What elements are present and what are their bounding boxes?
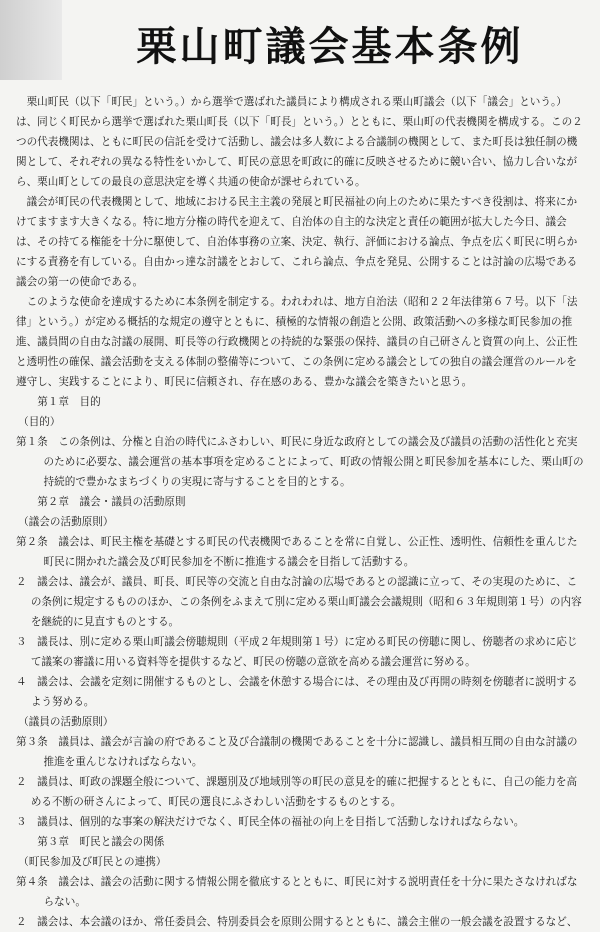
- article-4: 第４条 議会は、議会の活動に関する情報公開を徹底するとともに、町民に対する説明責任を十分に果たさなければならない。: [16, 876, 578, 908]
- article-2: 第２条 議会は、町民主権を基礎とする町民の代表機関であることを常に自覚し、公正性、透明性、信頼性を重んじた町民に開かれた議会及び町民参加を不断に推進する議会を目指して活動する。: [16, 536, 578, 568]
- article-caption: （議員の活動原則）: [18, 716, 114, 728]
- document-title: 栗山町議会基本条例: [136, 23, 524, 70]
- article-3-paragraph-3: ３ 議員は、個別的な事案の解決だけでなく、町民全体の福祉の向上を目指して活動しなければならない。: [16, 816, 525, 828]
- preamble-paragraph-1: 栗山町民（以下「町民」という。）から選挙で選ばれた議員により構成される栗山町議会（以下「議会」という。）は、同じく町民から選挙で選ばれた栗山町長（以下「町長」という。）とともに、栗山町の代表機関を構成する。この２つの代表機関は、ともに町民の信託を受けて活動し、議会は多人数による合議制の機関として、また町長は独任制の機関として、それぞれの異なる特性をいかして、町民の意思を町政に的確に反映させるために競い合い、協力し合いながら、栗山町としての最良の意思決定を導く共通の使命が課せられている。: [16, 96, 583, 188]
- chapter-2-heading: 第２章 議会・議員の活動原則: [37, 496, 186, 508]
- document-body: [16, 92, 586, 932]
- article-3: 第３条 議員は、議会が言論の府であること及び合議制の機関であることを十分に認識し、議員相互間の自由な討議の推進を重んじなければならない。: [16, 736, 578, 768]
- article-3-paragraph-2: ２ 議員は、町政の課題全般について、課題別及び地域別等の町民の意見を的確に把握するとともに、自己の能力を高める不断の研さんによって、町民の選良にふさわしい活動をするものとする。: [16, 776, 578, 808]
- article-caption: （町民参加及び町民との連携）: [18, 856, 167, 868]
- article-caption: （目的）: [18, 416, 61, 428]
- title-bar: [70, 6, 590, 80]
- chapter-1-heading: 第１章 目的: [37, 396, 101, 408]
- chapter-3-heading: 第３章 町民と議会の関係: [37, 836, 165, 848]
- preamble-paragraph-3: このような使命を達成するために本条例を制定する。われわれは、地方自治法（昭和２２年法律第６７号。以下「法律」という。）が定める概括的な規定の遵守とともに、積極的な情報の創造と公開、政策活動への多様な町民参加の推進、議員間の自由な討議の展開、町長等の行政機関との持続的な緊張の保持、議員の自己研さんと資質の向上、公正性と透明性の確保、議会活動を支える体制の整備等について、この条例に定める議会としての独自の議会運営のルールを遵守し、実践することにより、町民に信頼され、存在感のある、豊かな議会を築きたいと思う。: [16, 296, 578, 388]
- article-4-paragraph-2: ２ 議会は、本会議のほか、常任委員会、特別委員会を原則公開するとともに、議会主催の一般会議を設置するなど、: [16, 916, 578, 928]
- preamble-paragraph-2: 議会が町民の代表機関として、地域における民主主義の発展と町民福祉の向上のために果たすべき役割は、将来にかけてますます大きくなる。特に地方分権の時代を迎えて、自治体の自主的な決定と責任の範囲が拡大した今日、議会は、その持てる権能を十分に駆使して、自治体事務の立案、決定、執行、評価における論点、争点を広く町民に明らかにする責務を有している。自由かっ達な討議をとおして、これら論点、争点を発見、公開することは討論の広場である議会の第一の使命である。: [16, 196, 578, 288]
- article-2-paragraph-2: ２ 議会は、議会が、議員、町長、町民等の交流と自由な討論の広場であるとの認識に立って、その実現のために、この条例に規定するもののほか、この条例をふまえて別に定める栗山町議会会議規則（昭和６３年規則第１号）の内容を継続的に見直すものとする。: [16, 576, 582, 628]
- article-2-paragraph-3: ３ 議長は、別に定める栗山町議会傍聴規則（平成２年規則第１号）に定める町民の傍聴に関し、傍聴者の求めに応じて議案の審議に用いる資料等を提供するなど、町民の傍聴の意欲を高める議会運営に努める。: [16, 636, 578, 668]
- article-1: 第１条 この条例は、分権と自治の時代にふさわしい、町民に身近な政府としての議会及び議員の活動の活性化と充実のために必要な、議会運営の基本事項を定めることによって、町政の情報公開と町民参加を基本にした、栗山町の持続的で豊かなまちづくりの実現に寄与することを目的とする。: [16, 436, 584, 488]
- article-2-paragraph-4: ４ 議会は、会議を定刻に開催するものとし、会議を休憩する場合には、その理由及び再開の時刻を傍聴者に説明するよう努める。: [16, 676, 578, 708]
- article-caption: （議会の活動原則）: [18, 516, 114, 528]
- scan-edge-shadow: [0, 0, 62, 80]
